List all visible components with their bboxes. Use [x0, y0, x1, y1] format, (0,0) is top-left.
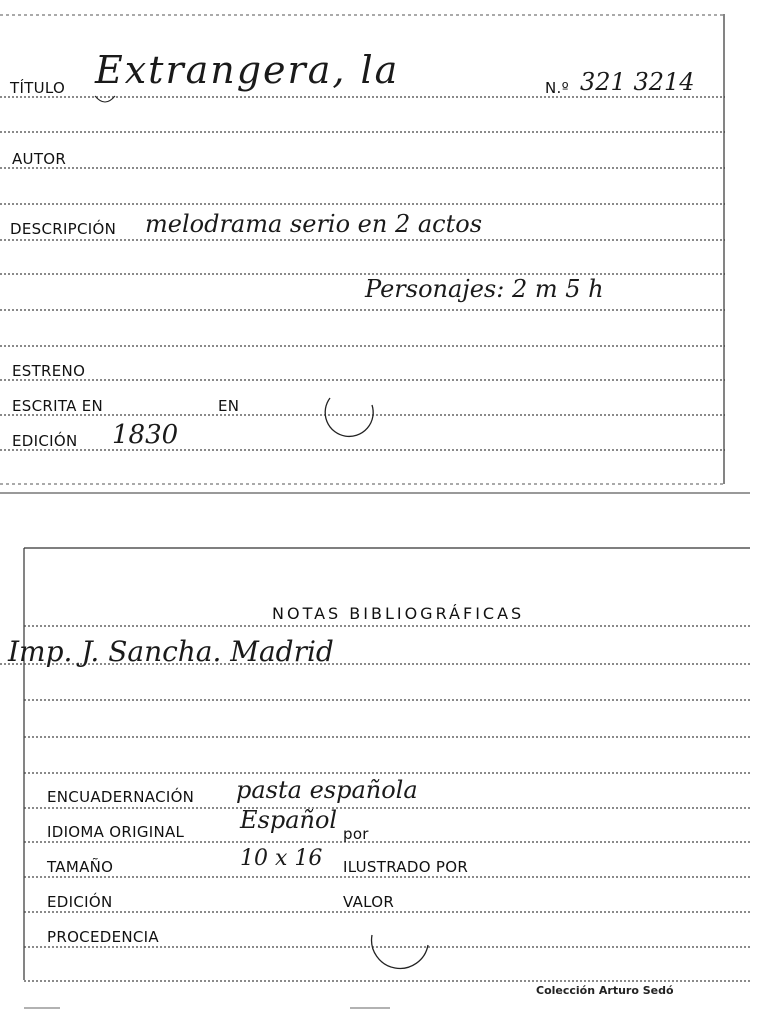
notas-heading: NOTAS BIBLIOGRÁFICAS [272, 604, 525, 623]
titulo-label: TÍTULO [10, 79, 66, 97]
por-label: por [343, 825, 369, 843]
ilustrado-label: ILUSTRADO POR [343, 858, 469, 876]
tamano-label: TAMAÑO [47, 858, 114, 876]
titulo-value: Extrangera, la [95, 48, 400, 92]
personajes-value: Personajes: 2 m 5 h [365, 275, 604, 303]
escrita-en-label: ESCRITA EN [12, 397, 104, 415]
en-label: EN [218, 397, 240, 415]
tamano-value: 10 x 16 [240, 846, 323, 871]
catalog-card-back [0, 540, 759, 1028]
collection-footer: Colección Arturo Sedó [536, 984, 674, 997]
valor-label: VALOR [343, 893, 395, 911]
procedencia-label: PROCEDENCIA [47, 928, 159, 946]
imprenta-value: Imp. J. Sancha. Madrid [8, 635, 334, 668]
encuadernacion-label: ENCUADERNACIÓN [47, 788, 195, 806]
numero-label: N.º [545, 79, 569, 97]
descripcion-label: DESCRIPCIÓN [10, 220, 117, 238]
estreno-label: ESTRENO [12, 362, 86, 380]
descripcion-value: melodrama serio en 2 actos [145, 210, 483, 238]
edicion-value: 1830 [112, 420, 179, 450]
numero-value: 321 3214 [580, 68, 695, 96]
idioma-value: Español [240, 806, 338, 834]
autor-label: AUTOR [12, 150, 67, 168]
idioma-label: IDIOMA ORIGINAL [47, 823, 185, 841]
catalog-card-front [0, 0, 759, 495]
edicion-back-label: EDICIÓN [47, 893, 113, 911]
encuadernacion-value: pasta española [236, 776, 418, 804]
edicion-label: EDICIÓN [12, 432, 78, 450]
